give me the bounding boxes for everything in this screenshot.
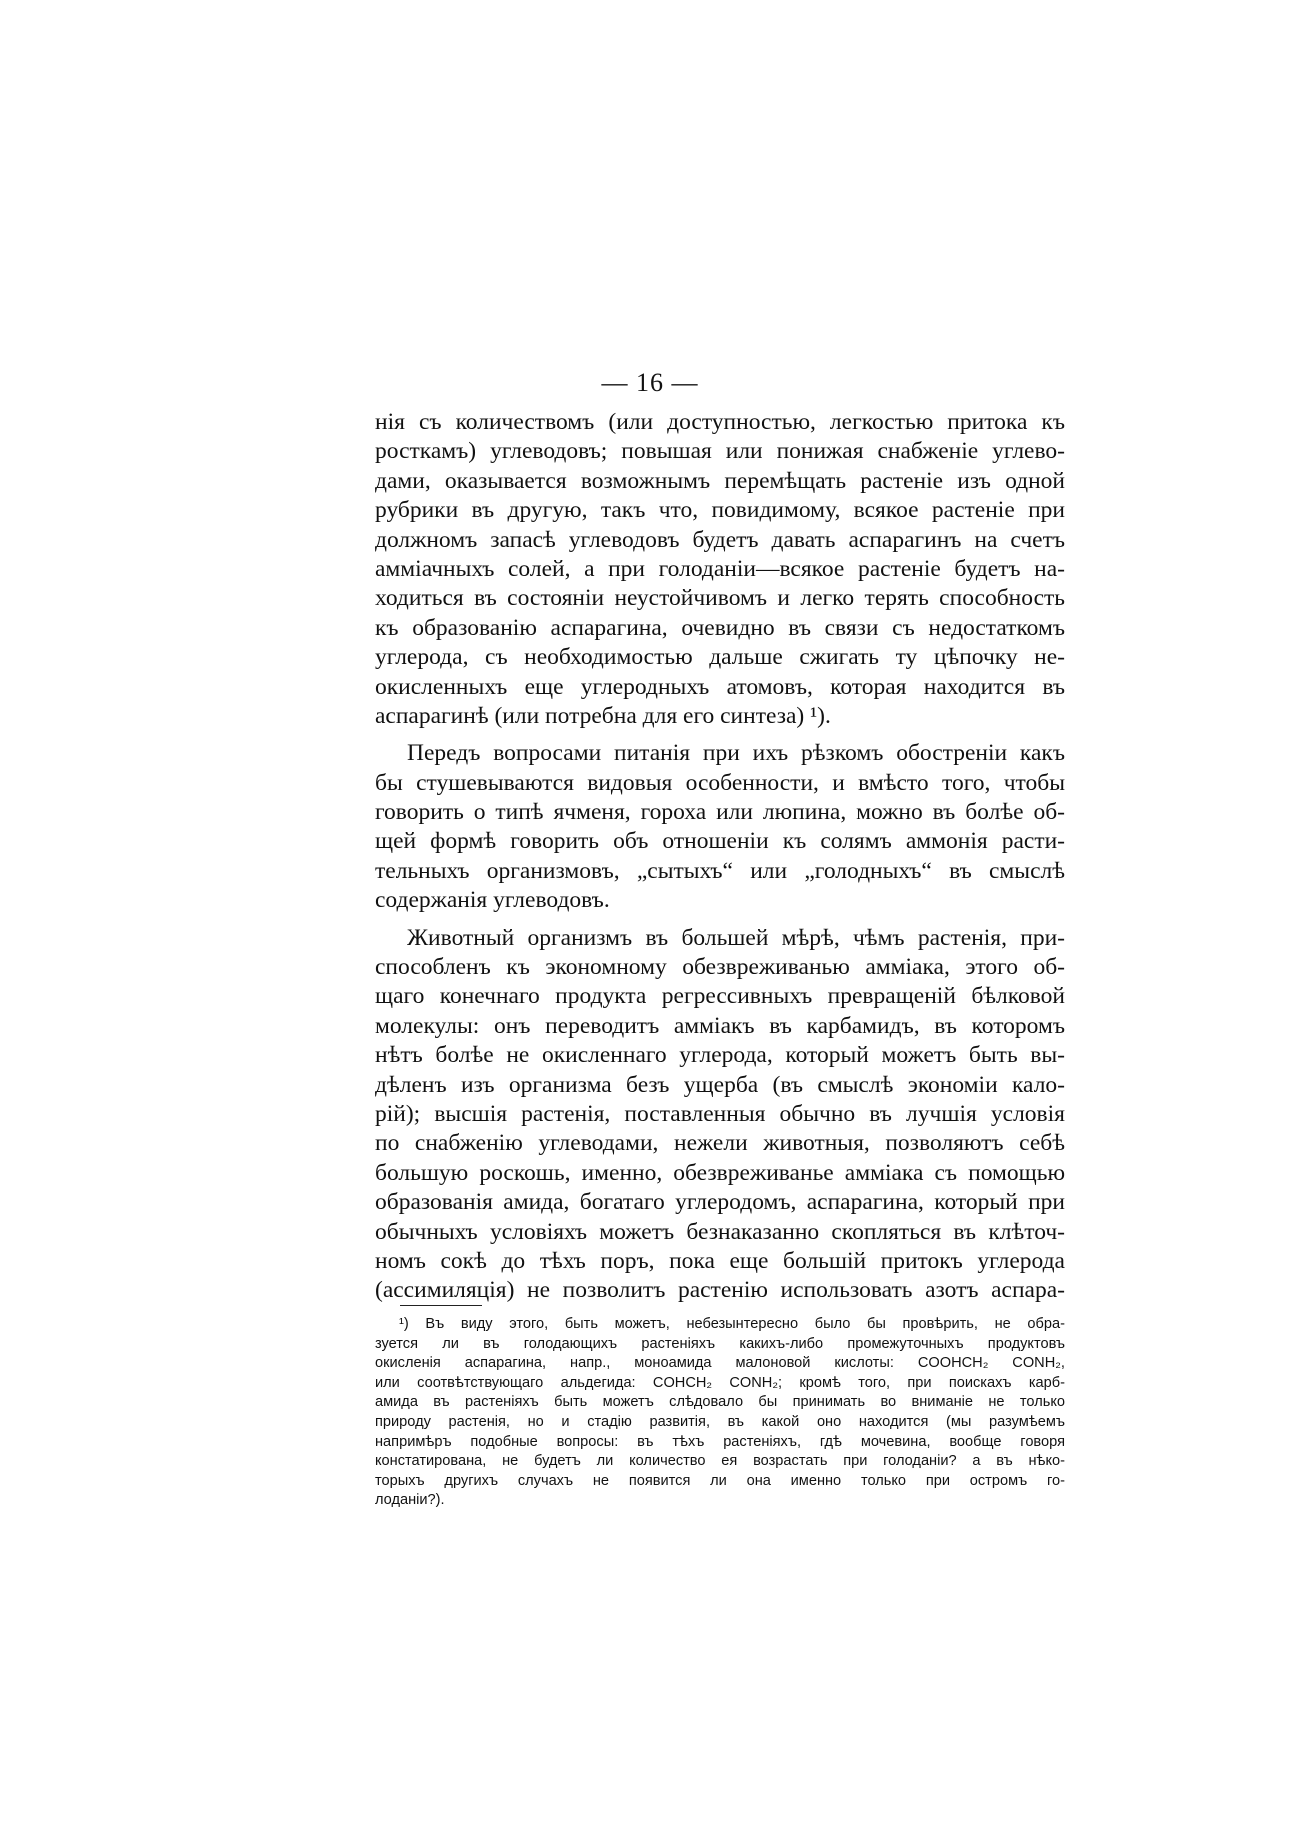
text-line: нія съ количествомъ (или доступностью, легкостью притока къ — [375, 409, 1065, 435]
page-number: — 16 — — [601, 368, 699, 397]
text-line: тельныхъ организмовъ, „сытыхъ“ или „голодныхъ“ въ смыслѣ — [375, 857, 1065, 884]
text-line: молекулы: онъ переводитъ амміакъ въ карбамидъ, въ которомъ — [375, 1012, 1065, 1039]
text-line: номъ сокѣ до тѣхъ поръ, пока еще большій притокъ углерода — [375, 1247, 1065, 1274]
text-line: содержанія углеводовъ. — [375, 887, 610, 914]
footnote-line: зуется ли въ голодающихъ растеніяхъ какихъ-либо промежуточныхъ продуктовъ — [375, 1335, 1065, 1352]
footnote-line: амида въ растеніяхъ быть можетъ слѣдовало бы принимать во вниманіе не только — [375, 1394, 1065, 1411]
text-line: способленъ къ экономному обезвреживанью амміака, этого об- — [375, 954, 1065, 981]
text-line: образованія амида, богатаго углеродомъ, аспарагина, который при — [375, 1189, 1065, 1216]
text-line: по снабженію углеводами, нежели животныя, позволяютъ себѣ — [375, 1130, 1065, 1157]
text-line: къ образованію аспарагина, очевидно въ связи съ недостаткомъ — [375, 614, 1065, 641]
footnote-line: лоданіи?). — [375, 1492, 445, 1509]
footnote-line: торыхъ другихъ случахъ не появится ли она именно только при остромъ го- — [375, 1472, 1065, 1489]
text-line: нѣтъ болѣе не окисленнаго углерода, который можетъ быть вы- — [375, 1042, 1065, 1069]
text-line: должномъ запасѣ углеводовъ будетъ давать аспарагинъ на счетъ — [375, 526, 1065, 553]
text-line: бы стушевываются видовыя особенности, и вмѣсто того, чтобы — [375, 769, 1065, 796]
text-line: говорить о типѣ ячменя, гороха или люпина, можно въ болѣе об- — [375, 799, 1065, 826]
text-line: рій); высшія растенія, поставленныя обычно въ лучшія условія — [375, 1100, 1065, 1127]
text-line: росткамъ) углеводовъ; повышая или понижая снабженіе углево- — [375, 438, 1065, 465]
footnote-line: ¹) Въ виду этого, быть можетъ, небезынтересно было бы провѣрить, не обра- — [399, 1316, 1065, 1332]
footnote — [375, 1315, 1065, 1511]
footnote-line: констатирована, не будетъ ли количество ея возрастать при голоданіи? а въ нѣко- — [375, 1453, 1065, 1470]
text-line: аспарагинѣ (или потребна для его синтеза) ¹). — [375, 702, 831, 729]
paragraph-1 — [375, 408, 1065, 731]
text-line: (ассимиляція) не позволитъ растенію использовать азотъ аспара- — [375, 1277, 1065, 1304]
text-line: углерода, съ необходимостью дальше сжигать ту цѣпочку не- — [375, 644, 1065, 671]
paragraph-2 — [375, 739, 1065, 915]
text-line: ходиться въ состояніи неустойчивомъ и легко терять способность — [375, 585, 1065, 612]
footnote-line: или соотвѣтствующаго альдегида: COHCH₂ CONH₂; кромѣ того, при поискахъ карб- — [375, 1374, 1065, 1391]
text-line: обычныхъ условіяхъ можетъ безнаказанно скопляться въ клѣточ- — [375, 1218, 1065, 1245]
text-line: дѣленъ изъ организма безъ ущерба (въ смыслѣ экономіи кало- — [375, 1071, 1065, 1098]
text-line: дами, оказывается возможнымъ перемѣщать растеніе изъ одной — [375, 467, 1065, 494]
main-text — [375, 408, 1065, 1306]
text-line: Животный организмъ въ большей мѣрѣ, чѣмъ растенія, при- — [407, 924, 1065, 951]
footnote-divider — [400, 1305, 482, 1306]
text-line: щей формѣ говорить объ отношеніи къ солямъ аммонія расти- — [375, 828, 1065, 855]
text-line: щаго конечнаго продукта регрессивныхъ превращеній бѣлковой — [375, 983, 1065, 1010]
footnote-line: напримѣръ подобные вопросы: въ тѣхъ растеніяхъ, гдѣ мочевина, вообще говоря — [375, 1433, 1065, 1450]
text-line: амміачныхъ солей, а при голоданіи—всякое растеніе будетъ на- — [375, 555, 1065, 582]
footnote-line: природу растенія, но и стадію развитія, въ какой оно находится (мы разумѣемъ — [375, 1413, 1065, 1430]
text-line: Передъ вопросами питанія при ихъ рѣзкомъ обостреніи какъ — [407, 740, 1065, 767]
text-line: рубрики въ другую, такъ что, повидимому, всякое растеніе при — [375, 497, 1065, 524]
text-line: окисленныхъ еще углеродныхъ атомовъ, которая находится въ — [375, 673, 1065, 700]
footnote-line: окисленія аспарагина, напр., моноамида малоновой кислоты: COOHCH₂ CONH₂, — [375, 1355, 1065, 1372]
paragraph-3 — [375, 924, 1065, 1306]
text-line: большую роскошь, именно, обезвреживанье амміака съ помощью — [375, 1159, 1065, 1186]
